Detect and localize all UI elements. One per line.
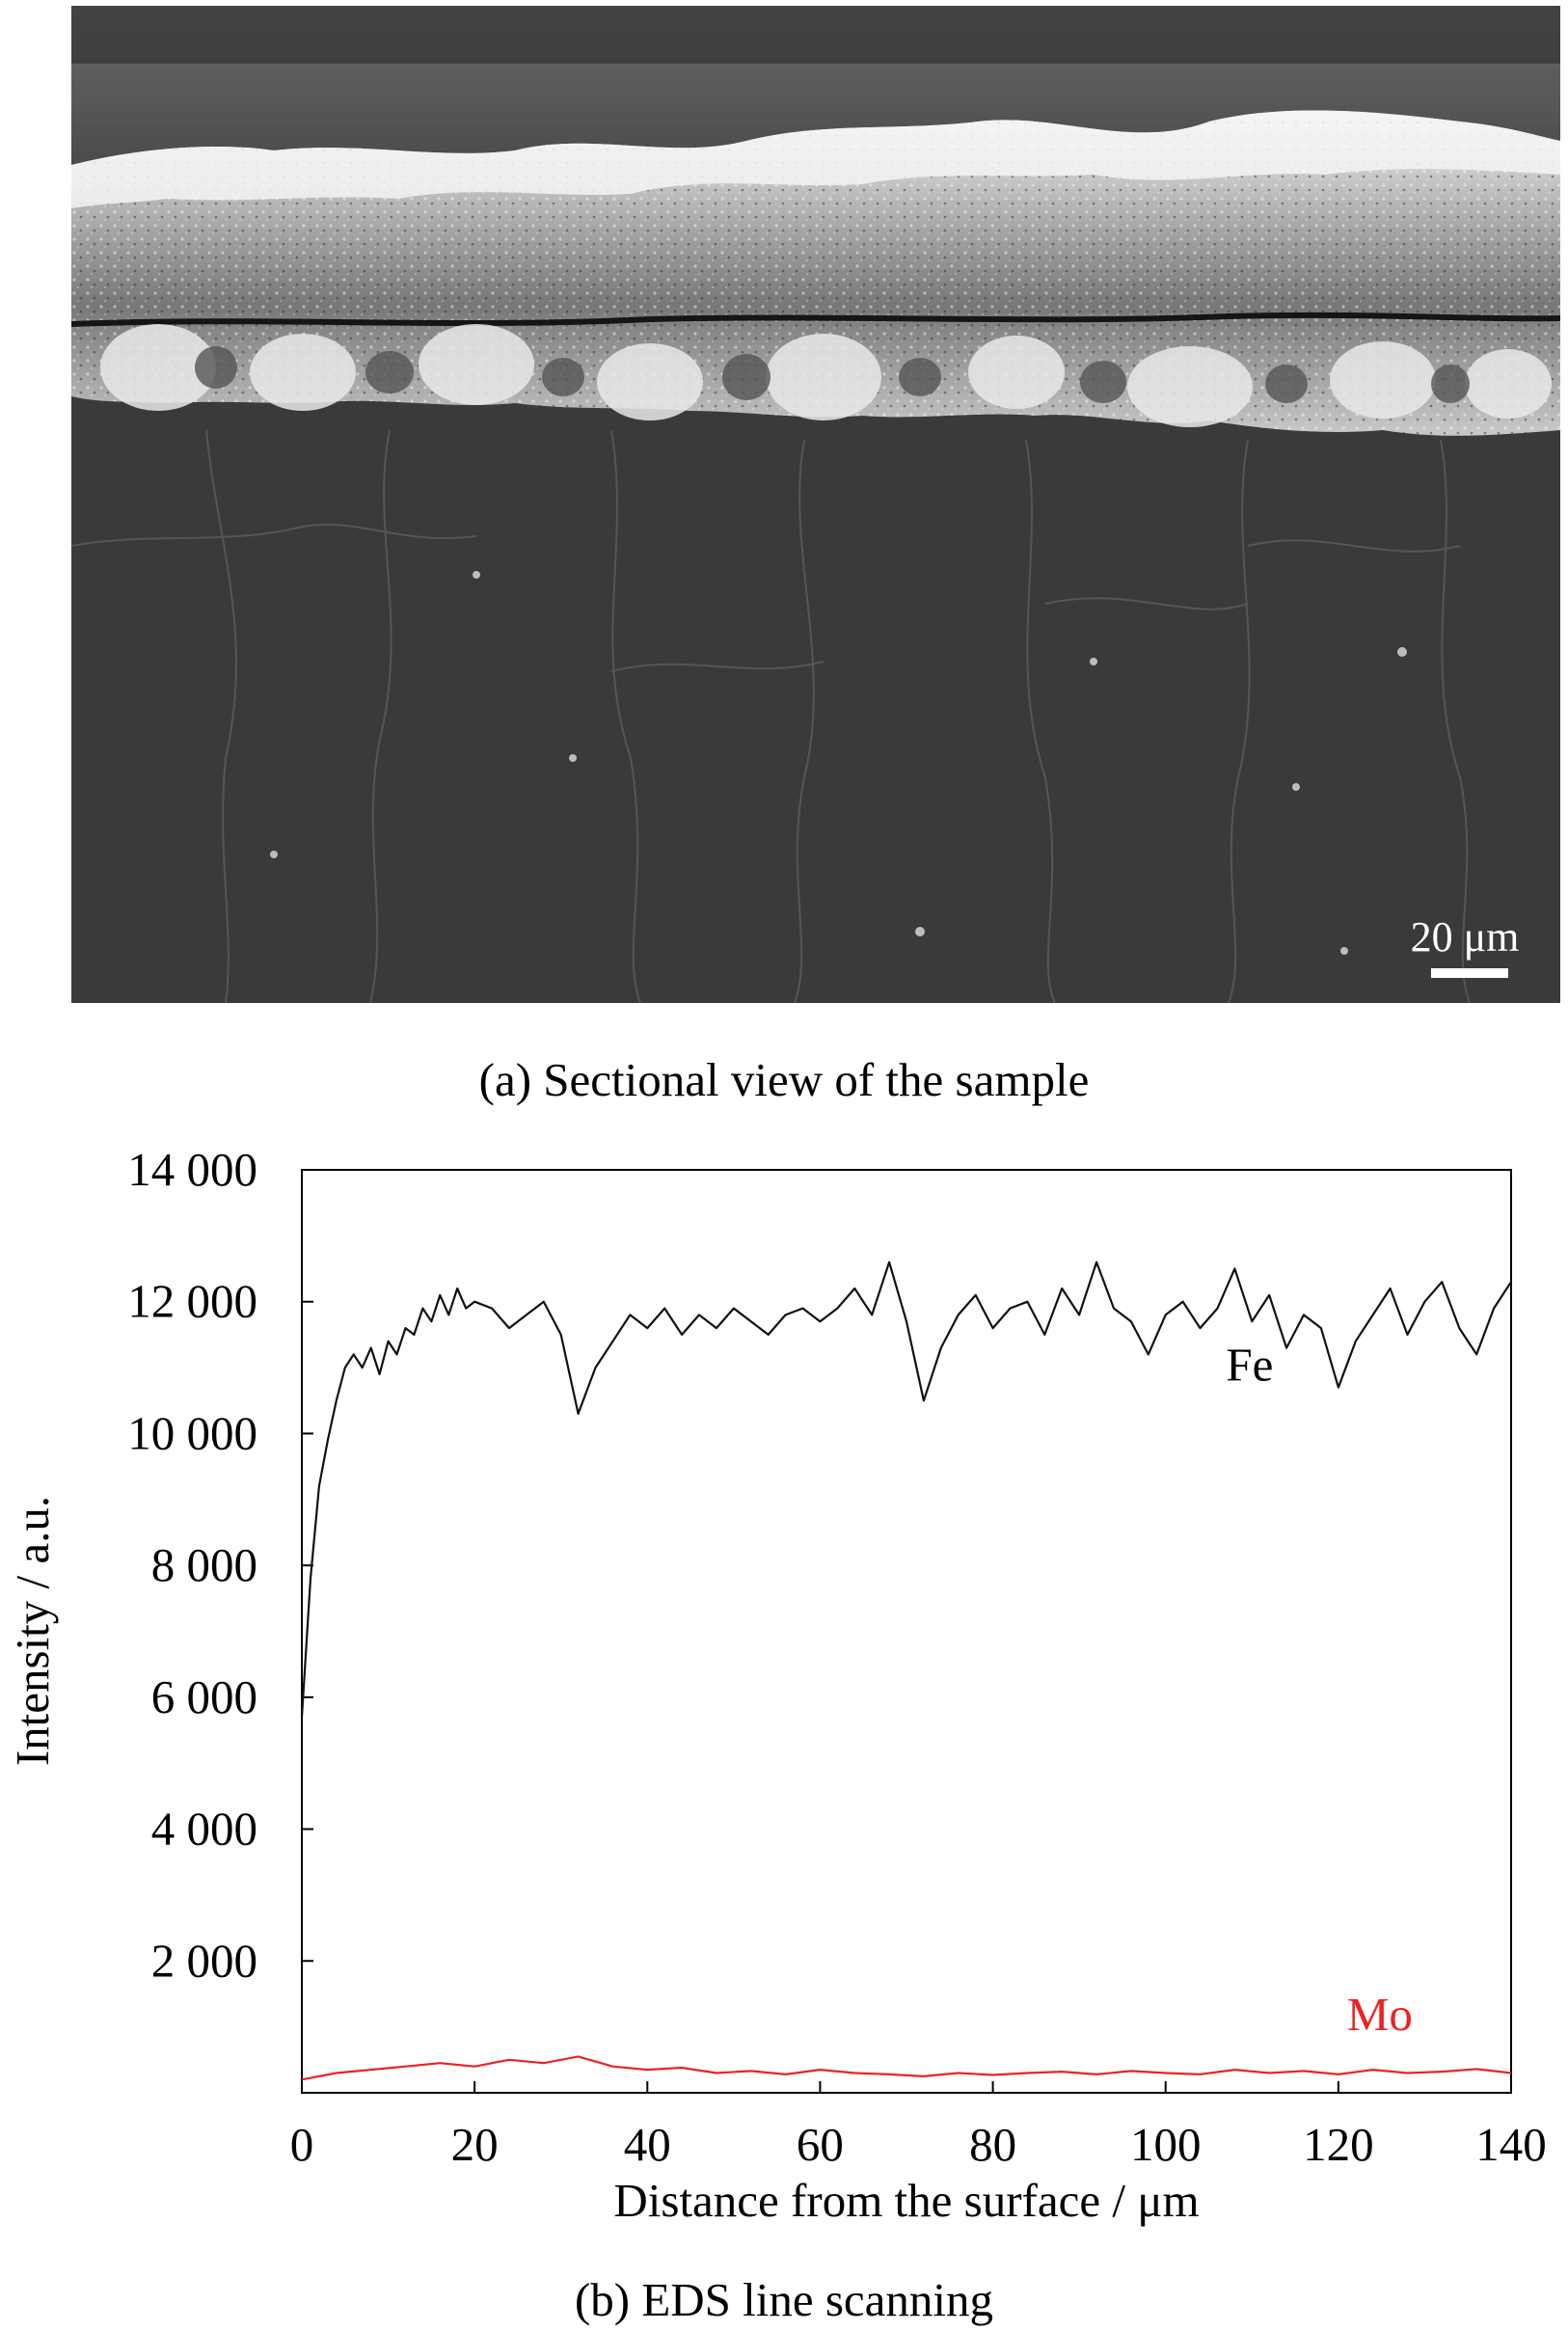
y-tick-label: 12 000 — [127, 1274, 257, 1328]
x-tick-label: 40 — [623, 2118, 671, 2171]
x-tick-label: 120 — [1303, 2118, 1374, 2171]
y-axis-label: Intensity / a.u. — [6, 1495, 59, 1767]
x-tick-label: 20 — [450, 2118, 499, 2171]
x-axis-label: Distance from the surface / μm — [613, 2174, 1200, 2227]
scale-bar — [1431, 968, 1508, 978]
x-tick-label: 100 — [1129, 2118, 1202, 2171]
caption-b: (b) EDS line scanning — [574, 2273, 994, 2326]
y-tick-label: 2 000 — [150, 1934, 257, 1988]
y-tick-label: 6 000 — [150, 1669, 257, 1723]
series-lines — [302, 1262, 1511, 2080]
series-label-fe: Fe — [1226, 1338, 1274, 1392]
plot-frame — [302, 1170, 1511, 2093]
y-tick-label: 4 000 — [150, 1802, 257, 1856]
eds-line-chart — [0, 1128, 1568, 2257]
annotations — [1226, 1339, 1412, 2041]
x-tick-label: 60 — [796, 2118, 844, 2171]
scale-bar-label: 20 μm — [1410, 913, 1520, 961]
y-axis-ticks — [127, 1143, 313, 1987]
sem-micrograph — [71, 6, 1560, 1003]
series-line-fe — [302, 1262, 1511, 1718]
series-label-mo: Mo — [1346, 1988, 1413, 2042]
x-axis-ticks — [290, 2081, 1547, 2171]
x-tick-label: 140 — [1475, 2118, 1547, 2171]
x-tick-label: 80 — [969, 2118, 1017, 2171]
series-line-mo — [302, 2056, 1511, 2079]
caption-a: (a) Sectional view of the sample — [478, 1053, 1090, 1106]
y-tick-label: 8 000 — [150, 1538, 257, 1592]
y-tick-label: 10 000 — [127, 1406, 257, 1460]
x-tick-label: 0 — [289, 2118, 314, 2171]
y-tick-label: 14 000 — [127, 1143, 257, 1196]
